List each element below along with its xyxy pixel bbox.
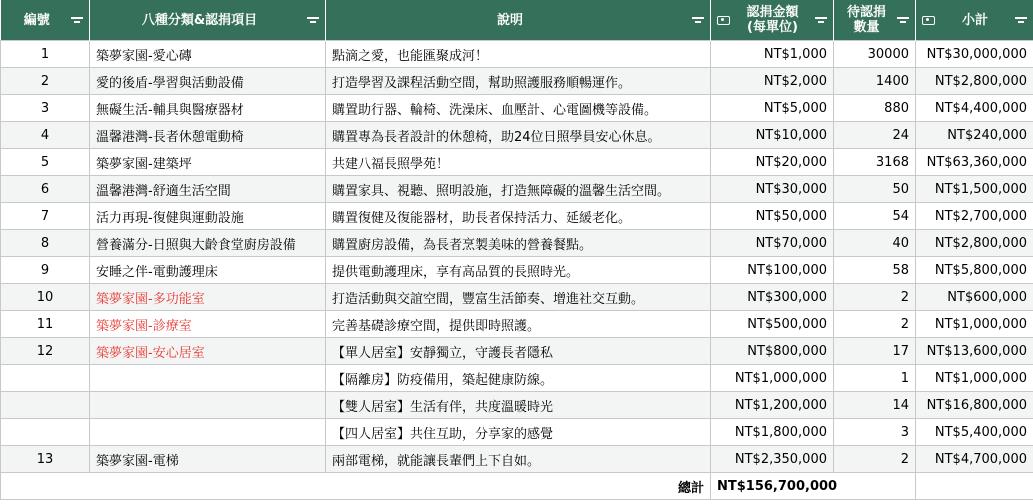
cell-desc[interactable]: 提供電動護理床，享有高品質的長照時光。: [326, 257, 711, 284]
cell-item[interactable]: [90, 419, 326, 446]
table-row: [1, 95, 1033, 122]
cell-desc[interactable]: 【單人居室】安靜獨立，守護長者隱私: [326, 338, 711, 365]
cell-subtotal[interactable]: NT$5,400,000: [916, 419, 1033, 446]
cell-subtotal[interactable]: NT$4,400,000: [916, 95, 1033, 122]
header-item-label: 八種分類&認捐項目: [141, 12, 258, 28]
cell-subtotal[interactable]: NT$1,000,000: [916, 365, 1033, 392]
cell-subtotal[interactable]: NT$1,500,000: [916, 176, 1033, 203]
header-amount-line2: (每單位): [747, 20, 798, 35]
table-row: [1, 68, 1033, 95]
total-row: [1, 473, 1033, 500]
cell-item[interactable]: 築夢家園-建築坪: [90, 149, 326, 176]
cell-desc[interactable]: 【四人居室】共住互助，分享家的感覺: [326, 419, 711, 446]
cell-qty[interactable]: 30000: [834, 41, 916, 68]
cell-qty[interactable]: 2: [834, 311, 916, 338]
cell-no[interactable]: 11: [1, 311, 90, 338]
table-row: [1, 176, 1033, 203]
filter-icon[interactable]: [71, 15, 83, 25]
cell-empty[interactable]: [916, 473, 1033, 500]
table-row: [1, 149, 1033, 176]
cell-subtotal[interactable]: NT$13,600,000: [916, 338, 1033, 365]
header-amount[interactable]: [711, 0, 834, 41]
table-row: [1, 419, 1033, 446]
cell-no[interactable]: 13: [1, 446, 90, 473]
cell-no[interactable]: [1, 392, 90, 419]
cell-item[interactable]: 築夢家園-多功能室: [90, 284, 326, 311]
header-desc-label: 說明: [496, 12, 523, 28]
header-subtotal[interactable]: [916, 0, 1033, 41]
cell-amount[interactable]: NT$2,350,000: [711, 446, 834, 473]
total-label: 總計: [1, 473, 711, 500]
cell-no[interactable]: 5: [1, 149, 90, 176]
header-no[interactable]: [1, 0, 90, 41]
cell-subtotal[interactable]: NT$2,700,000: [916, 203, 1033, 230]
cell-no[interactable]: [1, 419, 90, 446]
cell-qty[interactable]: 1: [834, 365, 916, 392]
cell-desc[interactable]: 購置助行器、輪椅、洗澡床、血壓計、心電圖機等設備。: [326, 95, 711, 122]
cell-no[interactable]: [1, 365, 90, 392]
table-row: [1, 284, 1033, 311]
cell-item[interactable]: 溫馨港灣-舒適生活空間: [90, 176, 326, 203]
header-no-label: 編號: [23, 12, 50, 28]
cell-desc[interactable]: 購置專為長者設計的休憩椅，助24位日照學員安心休息。: [326, 122, 711, 149]
cell-qty[interactable]: 58: [834, 257, 916, 284]
cell-subtotal[interactable]: NT$240,000: [916, 122, 1033, 149]
cell-amount[interactable]: NT$70,000: [711, 230, 834, 257]
cell-no[interactable]: 10: [1, 284, 90, 311]
filter-icon[interactable]: [692, 15, 704, 25]
cell-desc[interactable]: 打造學習及課程活動空間，幫助照護服務順暢運作。: [326, 68, 711, 95]
cell-no[interactable]: 12: [1, 338, 90, 365]
money-icon: [922, 16, 935, 25]
cell-no[interactable]: 8: [1, 230, 90, 257]
cell-desc[interactable]: 【雙人居室】生活有伴，共度溫暖時光: [326, 392, 711, 419]
cell-item[interactable]: 築夢家園-診療室: [90, 311, 326, 338]
filter-icon[interactable]: [897, 15, 909, 25]
table-row: [1, 365, 1033, 392]
cell-desc[interactable]: 完善基礎診療空間，提供即時照護。: [326, 311, 711, 338]
total-value[interactable]: NT$156,700,000: [711, 473, 916, 500]
header-qty-line2: 數量: [853, 20, 880, 35]
table-row: [1, 41, 1033, 68]
cell-subtotal[interactable]: NT$2,800,000: [916, 230, 1033, 257]
cell-amount[interactable]: NT$1,000,000: [711, 365, 834, 392]
cell-subtotal[interactable]: NT$600,000: [916, 284, 1033, 311]
table-row: [1, 446, 1033, 473]
filter-icon[interactable]: [307, 15, 319, 25]
cell-no[interactable]: 9: [1, 257, 90, 284]
cell-no[interactable]: 7: [1, 203, 90, 230]
table-row: [1, 338, 1033, 365]
cell-subtotal[interactable]: NT$30,000,000: [916, 41, 1033, 68]
cell-no[interactable]: 1: [1, 41, 90, 68]
cell-amount[interactable]: NT$300,000: [711, 284, 834, 311]
header-item[interactable]: [90, 0, 326, 41]
cell-qty[interactable]: 50: [834, 176, 916, 203]
cell-amount[interactable]: NT$800,000: [711, 338, 834, 365]
cell-desc[interactable]: 兩部電梯，就能讓長輩們上下自如。: [326, 446, 711, 473]
cell-no[interactable]: 3: [1, 95, 90, 122]
table-row: [1, 392, 1033, 419]
cell-item[interactable]: 愛的後盾-學習與活動設備: [90, 68, 326, 95]
cell-subtotal[interactable]: NT$16,800,000: [916, 392, 1033, 419]
cell-no[interactable]: 4: [1, 122, 90, 149]
header-row: [1, 0, 1033, 41]
cell-item[interactable]: 築夢家園-電梯: [90, 446, 326, 473]
header-qty-line1: 待認捐: [846, 5, 886, 20]
cell-amount[interactable]: NT$5,000: [711, 95, 834, 122]
cell-amount[interactable]: NT$2,000: [711, 68, 834, 95]
cell-amount[interactable]: NT$20,000: [711, 149, 834, 176]
table-row: [1, 203, 1033, 230]
cell-qty[interactable]: 1400: [834, 68, 916, 95]
cell-qty[interactable]: 2: [834, 446, 916, 473]
cell-amount[interactable]: NT$10,000: [711, 122, 834, 149]
cell-subtotal[interactable]: NT$4,700,000: [916, 446, 1033, 473]
cell-qty[interactable]: 14: [834, 392, 916, 419]
table-row: [1, 257, 1033, 284]
cell-amount[interactable]: NT$500,000: [711, 311, 834, 338]
cell-qty[interactable]: 2: [834, 284, 916, 311]
cell-item[interactable]: 活力再現-復健與運動設施: [90, 203, 326, 230]
header-qty[interactable]: [834, 0, 916, 41]
cell-item[interactable]: 築夢家園-安心居室: [90, 338, 326, 365]
cell-item[interactable]: 溫馨港灣-長者休憩電動椅: [90, 122, 326, 149]
cell-qty[interactable]: 17: [834, 338, 916, 365]
cell-item[interactable]: [90, 365, 326, 392]
cell-item[interactable]: [90, 392, 326, 419]
cell-qty[interactable]: 3: [834, 419, 916, 446]
table-row: [1, 311, 1033, 338]
table-body: [1, 41, 1033, 500]
cell-desc[interactable]: 共建八福長照學苑！: [326, 149, 711, 176]
cell-qty[interactable]: 880: [834, 95, 916, 122]
cell-desc[interactable]: 打造活動與交誼空間，豐富生活節奏、增進社交互動。: [326, 284, 711, 311]
cell-qty[interactable]: 24: [834, 122, 916, 149]
header-amount-line1: 認捐金額: [746, 5, 799, 20]
cell-item[interactable]: 安睡之伴-電動護理床: [90, 257, 326, 284]
cell-amount[interactable]: NT$1,000: [711, 41, 834, 68]
table-row: [1, 230, 1033, 257]
cell-qty[interactable]: 40: [834, 230, 916, 257]
cell-subtotal[interactable]: NT$63,360,000: [916, 149, 1033, 176]
cell-desc[interactable]: 點滴之愛，也能匯聚成河！: [326, 41, 711, 68]
money-icon: [717, 16, 730, 25]
cell-item[interactable]: 築夢家園-愛心磚: [90, 41, 326, 68]
cell-no[interactable]: 2: [1, 68, 90, 95]
cell-no[interactable]: 6: [1, 176, 90, 203]
header-desc[interactable]: [326, 0, 711, 41]
header-subtotal-label: 小計: [961, 12, 988, 28]
table-row: [1, 122, 1033, 149]
cell-subtotal[interactable]: NT$2,800,000: [916, 68, 1033, 95]
cell-amount[interactable]: NT$30,000: [711, 176, 834, 203]
cell-desc[interactable]: 購置復健及復能器材，助長者保持活力、延緩老化。: [326, 203, 711, 230]
cell-amount[interactable]: NT$1,800,000: [711, 419, 834, 446]
cell-amount[interactable]: NT$100,000: [711, 257, 834, 284]
filter-icon[interactable]: [1015, 15, 1027, 25]
cell-desc[interactable]: 購置家具、視聽、照明設施，打造無障礙的溫馨生活空間。: [326, 176, 711, 203]
cell-qty[interactable]: 54: [834, 203, 916, 230]
cell-amount[interactable]: NT$1,200,000: [711, 392, 834, 419]
cell-subtotal[interactable]: NT$1,000,000: [916, 311, 1033, 338]
cell-qty[interactable]: 3168: [834, 149, 916, 176]
cell-amount[interactable]: NT$50,000: [711, 203, 834, 230]
cell-subtotal[interactable]: NT$5,800,000: [916, 257, 1033, 284]
cell-desc[interactable]: 購置廚房設備，為長者烹製美味的營養餐點。: [326, 230, 711, 257]
cell-desc[interactable]: 【隔離房】防疫備用，築起健康防線。: [326, 365, 711, 392]
cell-item[interactable]: 營養滿分-日照與大齡食堂廚房設備: [90, 230, 326, 257]
cell-item[interactable]: 無礙生活-輔具與醫療器材: [90, 95, 326, 122]
filter-icon[interactable]: [815, 15, 827, 25]
